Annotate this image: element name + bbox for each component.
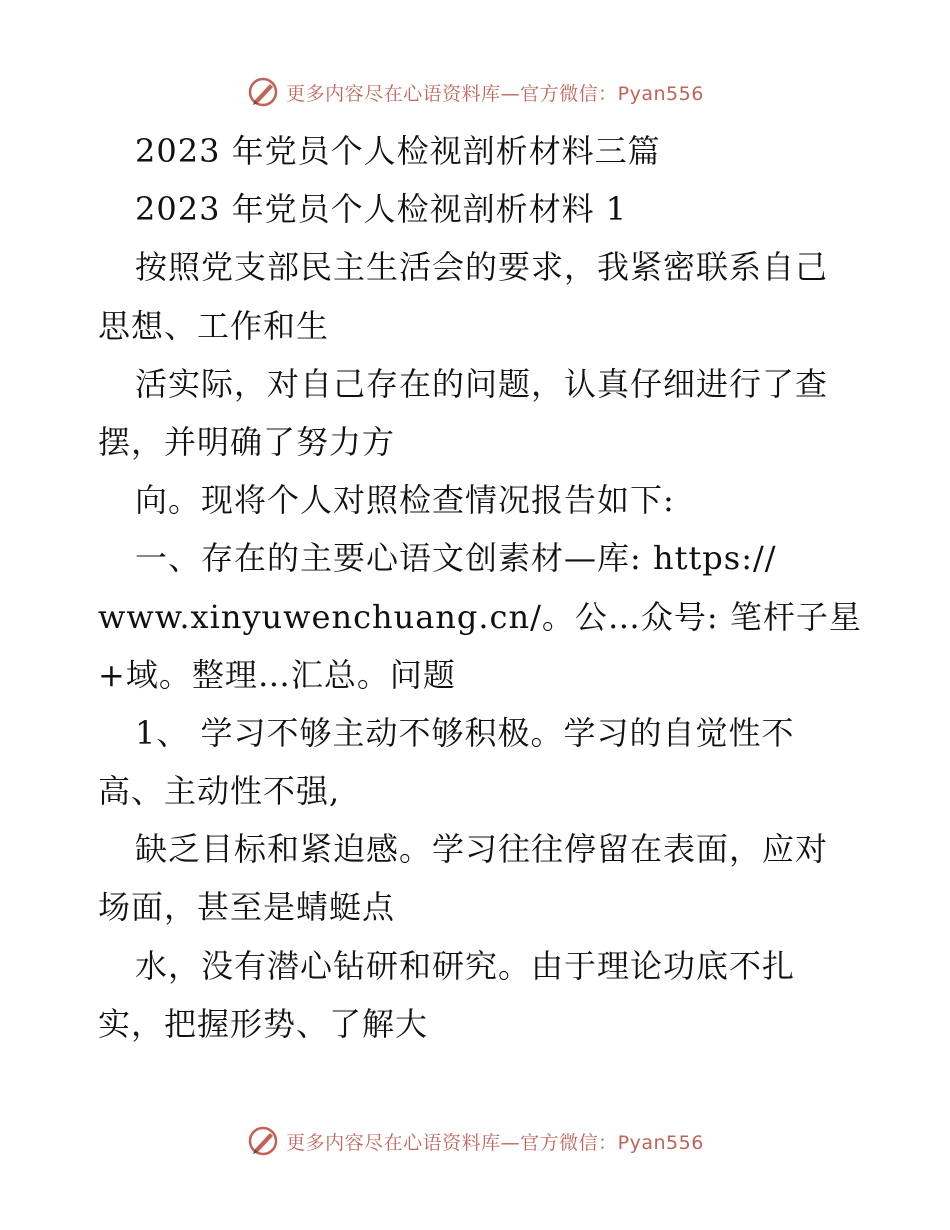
document-title: 2023 年党员个人检视剖析材料三篇: [135, 132, 661, 170]
section-heading: 一、存在的主要心语文创素材—库: https://: [135, 539, 777, 578]
paragraph-line: 按照党支部民主生活会的要求，我紧密联系自己: [135, 248, 829, 287]
document-subtitle: 2023 年党员个人检视剖析材料 1: [135, 190, 628, 229]
paragraph-line: www.xinyuwenchuang.cn/。公…众号: 笔杆子星: [98, 597, 862, 636]
paragraph-line: 向。现将个人对照检查情况报告如下:: [135, 481, 675, 520]
paragraph-line: 活实际，对自己存在的问题，认真仔细进行了查: [135, 364, 829, 403]
pen-logo-icon: [246, 75, 280, 109]
watermark-text: 更多内容尽在心语资料库—官方微信：Pyan556: [286, 1131, 704, 1154]
paragraph-line: 摆，并明确了努力方: [98, 422, 396, 461]
paragraph-line: 缺乏目标和紧迫感。学习往往停留在表面，应对: [135, 830, 829, 869]
paragraph-line: 高、主动性不强,: [98, 772, 341, 811]
paragraph-line: 实，把握形势、了解大: [98, 1004, 429, 1043]
header-watermark: [0, 72, 950, 112]
paragraph-line: 水，没有潜心钻研和研究。由于理论功底不扎: [135, 946, 796, 985]
watermark-text: 更多内容尽在心语资料库—官方微信：Pyan556: [286, 82, 704, 105]
document-body: [98, 122, 862, 1053]
paragraph-line: +域。整理…汇总。问题: [98, 655, 456, 694]
footer-watermark: [0, 1121, 950, 1161]
list-item: 1、 学习不够主动不够积极。学习的自觉性不: [135, 713, 795, 752]
paragraph-line: 思想、工作和生: [98, 306, 330, 345]
pen-logo-icon: [246, 1124, 280, 1158]
paragraph-line: 场面，甚至是蜻蜓点: [98, 888, 396, 927]
